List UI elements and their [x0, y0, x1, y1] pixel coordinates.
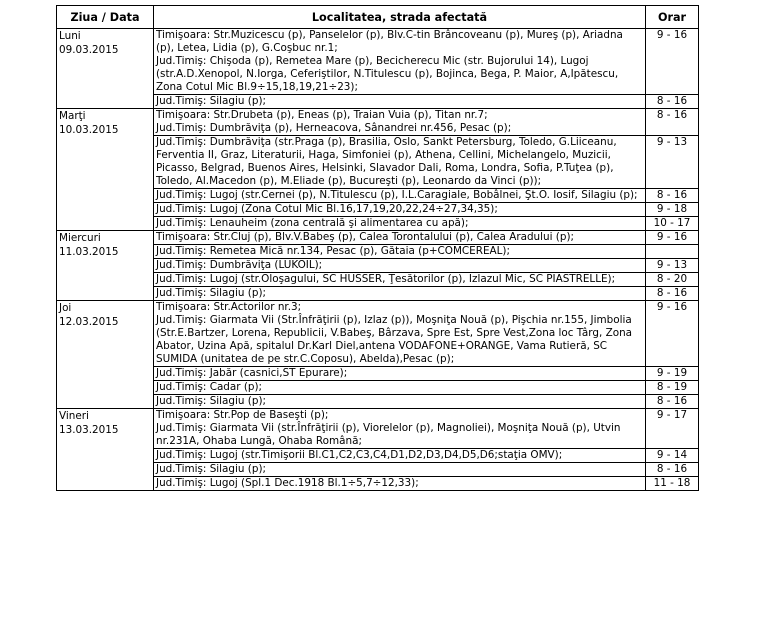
location-cell	[154, 231, 646, 245]
header-day: Ziua / Data	[57, 6, 154, 29]
location-cell	[154, 203, 646, 217]
hours-cell: 8 - 20	[646, 273, 699, 287]
table-row	[57, 136, 699, 189]
location-text: Jud.Timiş: Lugoj (Spl.1 Dec.1918 Bl.1÷5,7÷12,33);	[156, 477, 419, 489]
location-cell	[154, 301, 646, 367]
day-date: 13.03.2015	[59, 424, 119, 436]
header-location: Localitatea, strada afectată	[154, 6, 646, 29]
hours-cell: 8 - 16	[646, 287, 699, 301]
location-cell	[154, 245, 646, 259]
table-row	[57, 409, 699, 449]
table-row	[57, 477, 699, 491]
day-date: 11.03.2015	[59, 246, 119, 258]
location-cell	[154, 477, 646, 491]
day-date: 12.03.2015	[59, 316, 119, 328]
table-row	[57, 381, 699, 395]
location-text: Jud.Timiş: Silagiu (p);	[156, 463, 266, 475]
day-name: Marţi	[59, 110, 86, 122]
location-text: Timişoara: Str.Cluj (p), Blv.V.Babeş (p), Calea Torontalului (p), Calea Aradului (p);	[156, 231, 575, 243]
location-cell	[154, 29, 646, 95]
location-text: Jud.Timiş: Giarmata Vii (Str.Înfrăţirii (p), Izlaz (p)), Moşniţa Nouă (p), Pişchia nr.155, Jimbolia (Str.E.Bartzer, Lorena, Republicii, V.Babeş, Bârzava, Spre Est, Spre Vest,Zona loc Târg, Zona Abator, Uzina Apă, spitalul Dr.Karl Diel,antena VODAFONE+ORANGE, Vama Rutieră, SC SUMIDA (unitatea de pe str.C.Coposu), Abelda),Pesac (p);	[156, 314, 636, 365]
outage-schedule-table	[56, 5, 699, 491]
hours-cell: 9 - 14	[646, 449, 699, 463]
location-text: Timişoara: Str.Pop de Baseşti (p);	[156, 409, 329, 421]
day-cell	[57, 29, 154, 109]
location-text: Jud.Timiş: Lenauheim (zona centrală şi alimentarea cu apă);	[156, 217, 469, 229]
table-row	[57, 259, 699, 273]
table-row	[57, 231, 699, 245]
hours-cell: 8 - 16	[646, 109, 699, 136]
hours-cell: 9 - 16	[646, 29, 699, 95]
hours-cell: 9 - 19	[646, 367, 699, 381]
table-row	[57, 395, 699, 409]
location-cell	[154, 367, 646, 381]
location-text: Jud.Timiş: Remetea Mică nr.134, Pesac (p), Gătaia (p+COMCEREAL);	[156, 245, 510, 257]
location-cell	[154, 136, 646, 189]
table-row	[57, 217, 699, 231]
table-row	[57, 203, 699, 217]
location-text: Jud.Timiş: Cadar (p);	[156, 381, 263, 393]
location-text: Jud.Timiş: Silagiu (p);	[156, 395, 266, 407]
location-cell	[154, 409, 646, 449]
location-cell	[154, 287, 646, 301]
table-row	[57, 301, 699, 367]
day-date: 10.03.2015	[59, 124, 119, 136]
location-cell	[154, 259, 646, 273]
hours-cell: 8 - 16	[646, 395, 699, 409]
hours-cell: 9 - 13	[646, 136, 699, 189]
table-row	[57, 449, 699, 463]
location-cell	[154, 449, 646, 463]
day-cell	[57, 109, 154, 231]
location-text: Jud.Timiş: Silagiu (p);	[156, 95, 266, 107]
location-text: Jud.Timiş: Dumbrăviţa (str.Praga (p), Brasilia, Oslo, Sankt Petersburg, Toledo, G.Liiceanu, Ferventia II, Graz, Literaturii, Haga, Simfoniei (p), Athena, Cellini, Michelangelo, Muzicii, Picasso, Belgrad, Buenos Aires, Helsinki, Slavador Dali, Roma, Londra, Sofia, P.Tuţea (p), Toledo, Al.Macedon (p), M.Eliade (p), Bucureşti (p), Leonardo da Vinci (p));	[156, 136, 620, 187]
table-header-row	[57, 6, 699, 29]
hours-cell: 8 - 19	[646, 381, 699, 395]
day-name: Vineri	[59, 410, 89, 422]
table-row	[57, 29, 699, 95]
location-text: Timişoara: Str.Muzicescu (p), Panselelor (p), Blv.C-tin Brâncoveanu (p), Mureş (p), Ariadna (p), Letea, Lidia (p), G.Coşbuc nr.1;	[156, 29, 627, 54]
hours-cell: 8 - 16	[646, 95, 699, 109]
location-text: Timişoara: Str.Actorilor nr.3;	[156, 301, 302, 313]
location-text: Jud.Timiş: Chişoda (p), Remetea Mare (p), Becicherecu Mic (str. Bujorului 14), Lugoj (str.A.D.Xenopol, N.Iorga, Ceferiştilor, N.Titulescu (p), Bojinca, Bega, P. Maior, A,Ipătescu, Zona Cotul Mic Bl.9÷15,18,19,21÷23);	[156, 55, 622, 93]
table-row	[57, 463, 699, 477]
location-cell	[154, 217, 646, 231]
table-row	[57, 367, 699, 381]
location-text: Jud.Timiş: Lugoj (str.Oloşagului, SC HUSSER, Ţesătorilor (p), Izlazul Mic, SC PIASTRELLE);	[156, 273, 616, 285]
hours-cell: 8 - 16	[646, 463, 699, 477]
location-text: Jud.Timiş: Dumbrăviţa (p), Herneacova, Sânandrei nr.456, Pesac (p);	[156, 122, 512, 134]
day-cell	[57, 231, 154, 301]
location-text: Jud.Timiş: Lugoj (Zona Cotul Mic Bl.16,17,19,20,22,24÷27,34,35);	[156, 203, 498, 215]
hours-cell: 9 - 17	[646, 409, 699, 449]
hours-cell	[646, 245, 699, 259]
hours-cell: 10 - 17	[646, 217, 699, 231]
hours-cell: 11 - 18	[646, 477, 699, 491]
table-row	[57, 245, 699, 259]
day-name: Joi	[59, 302, 72, 314]
location-text: Jud.Timiş: Lugoj (str.Timişorii Bl.C1,C2,C3,C4,D1,D2,D3,D4,D5,D6;staţia OMV);	[156, 449, 563, 461]
location-text: Jud.Timiş: Dumbrăviţa (LUKOIL);	[156, 259, 323, 271]
location-text: Jud.Timiş: Jabăr (casnici,ST Epurare);	[156, 367, 348, 379]
day-name: Miercuri	[59, 232, 101, 244]
day-date: 09.03.2015	[59, 44, 119, 56]
table-row	[57, 189, 699, 203]
location-text: Timişoara: Str.Drubeta (p), Eneas (p), Traian Vuia (p), Titan nr.7;	[156, 109, 488, 121]
hours-cell: 9 - 18	[646, 203, 699, 217]
location-cell	[154, 109, 646, 136]
location-cell	[154, 381, 646, 395]
hours-cell: 8 - 16	[646, 189, 699, 203]
hours-cell: 9 - 13	[646, 259, 699, 273]
location-text: Jud.Timiş: Giarmata Vii (str.Înfrăţirii (p), Viorelelor (p), Magnoliei), Moşniţa Nouă (p), Utvin nr.231A, Ohaba Lungă, Ohaba Română;	[156, 422, 624, 447]
table-row	[57, 273, 699, 287]
hours-cell: 9 - 16	[646, 301, 699, 367]
location-cell	[154, 189, 646, 203]
table-row	[57, 95, 699, 109]
day-cell	[57, 409, 154, 491]
location-cell	[154, 273, 646, 287]
location-text: Jud.Timiş: Lugoj (str.Cernei (p), N.Titulescu (p), I.L.Caragiale, Bobâlnei, Şt.O. Iosif, Silagiu (p);	[156, 189, 638, 201]
location-cell	[154, 463, 646, 477]
header-hours: Orar	[646, 6, 699, 29]
table-row	[57, 287, 699, 301]
day-cell	[57, 301, 154, 409]
location-cell	[154, 95, 646, 109]
location-cell	[154, 395, 646, 409]
hours-cell: 9 - 16	[646, 231, 699, 245]
table-body	[57, 29, 699, 491]
location-text: Jud.Timiş: Silagiu (p);	[156, 287, 266, 299]
table-row	[57, 109, 699, 136]
day-name: Luni	[59, 30, 81, 42]
